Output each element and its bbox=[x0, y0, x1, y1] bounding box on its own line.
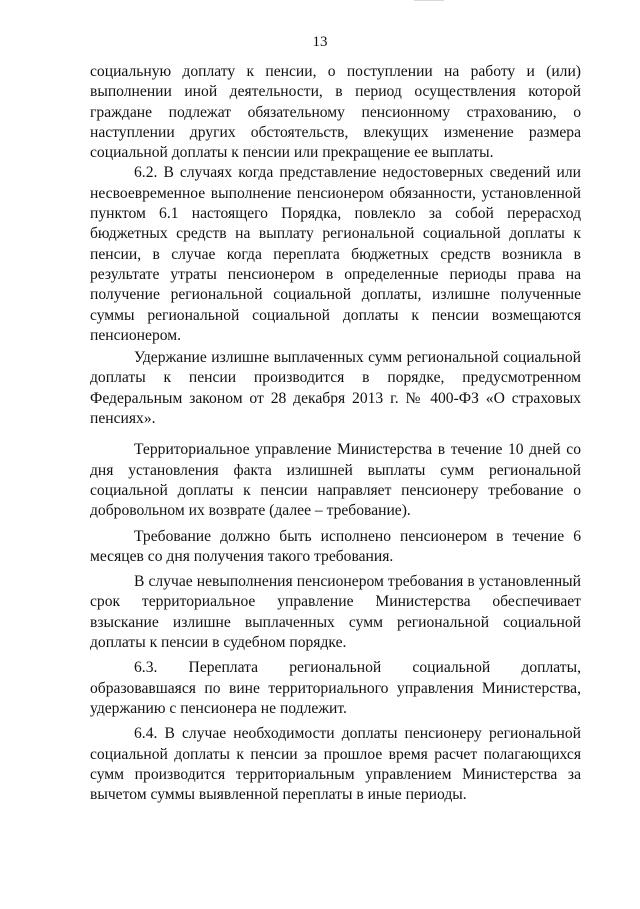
paragraph-continuation: социальную доплату к пенсии, о поступлении на работу и (или) выполнении иной деятельности, в период осуществления которой граждане подлежат обязательному пенсионному страхованию, о наступлении других обстоятельств, влекущих изменение размера социальной доплаты к пенсии или прекращение ее выплаты. bbox=[90, 63, 581, 162]
paragraph-demand: Требование должно быть исполнено пенсионером в течение 6 месяцев со дня получения такого требования. bbox=[90, 527, 581, 565]
page-number: 13 bbox=[312, 34, 328, 50]
paragraph-withholding: Удержание излишне выплаченных сумм региональной социальной доплаты к пенсии производится в порядке, предусмотренном Федеральным законом от 28 декабря 2013 г. № 400-ФЗ «О страховых пенсиях». bbox=[90, 349, 581, 428]
paragraph-6-2: 6.2. В случаях когда представление недостоверных сведений или несвоевременное выполнение пенсионером обязанности, установленной пунктом 6.1 настоящего Порядка, повлекло за собой перерасход бюджетных средств на выплату региональной социальной доплаты к пенсии, в случае когда переплата бюджетных средств возникла в результате утраты пенсионером в определенные периоды права на получение региональной социальной доплаты, излишне полученные суммы региональной социальной доплаты к пенсии возмещаются пенсионером. bbox=[90, 164, 581, 344]
scan-artifact-line bbox=[414, 0, 444, 1]
paragraph-6-4: 6.4. В случае необходимости доплаты пенсионеру региональной социальной доплаты к пенсии за прошлое время расчет полагающихся сумм производится территориальным управлением Министерства за вычетом суммы выявленной переплаты в иные периоды. bbox=[90, 725, 581, 804]
paragraph-territorial-office: Территориальное управление Министерства в течение 10 дней со дня установления факта излишней выплаты сумм региональной социальной доплаты к пенсии направляет пенсионеру требование о добровольном их возврате (далее – требование). bbox=[90, 441, 581, 520]
paragraph-6-3: 6.3. Переплата региональной социальной доплаты, образовавшаяся по вине территориального управления Министерства, удержанию с пенсионера не подлежит. bbox=[90, 659, 581, 717]
document-body bbox=[90, 62, 581, 805]
paragraph-non-compliance: В случае невыполнения пенсионером требования в установленный срок территориальное управление Министерства обеспечивает взыскание излишне выплаченных сумм региональной социальной доплаты к пенсии в судебном порядке. bbox=[90, 573, 581, 652]
